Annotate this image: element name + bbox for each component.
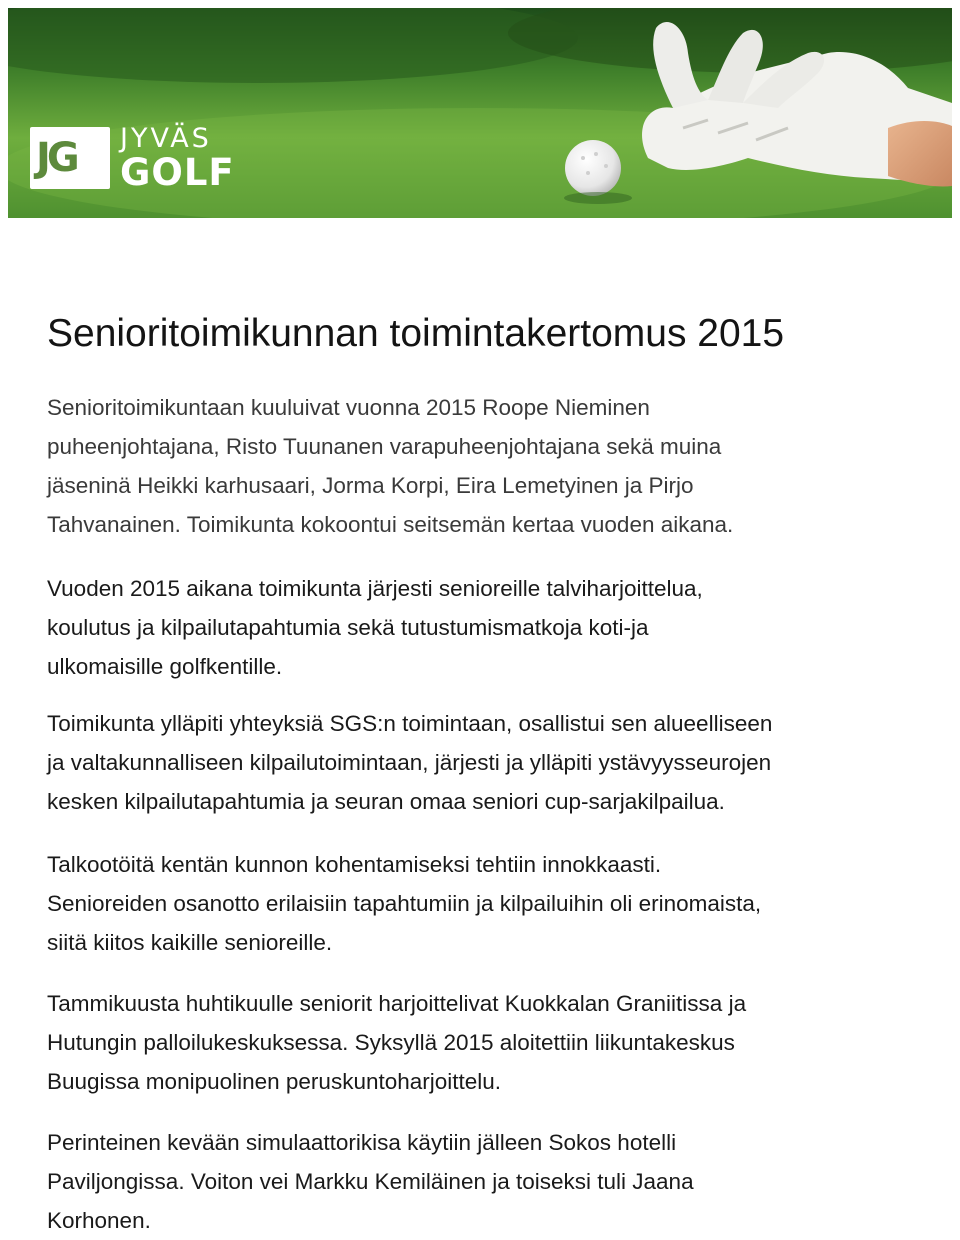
header-banner — [8, 8, 952, 218]
logo-line-1: JYVÄS — [120, 123, 212, 154]
paragraph-line: Talkootöitä kentän kunnon kohentamiseksi tehtiin innokkaasti. — [47, 852, 662, 877]
paragraph-line: Paviljongissa. Voiton vei Markku Kemiläinen ja toiseksi tuli Jaana — [47, 1169, 694, 1194]
paragraph-training — [47, 984, 746, 1101]
paragraph-line: Tahvanainen. Toimikunta kokoontui seitsemän kertaa vuoden aikana. — [47, 512, 734, 537]
paragraph-line: koulutus ja kilpailutapahtumia sekä tutustumismatkoja koti-ja — [47, 615, 649, 640]
paragraph-line: Senioreiden osanotto erilaisiin tapahtumiin ja kilpailuihin oli erinomaista, — [47, 891, 762, 916]
paragraph-line: ulkomaisille golfkentille. — [47, 654, 283, 679]
logo-mark — [30, 127, 110, 189]
paragraph-line: Korhonen. — [47, 1208, 151, 1233]
paragraph-line: Vuoden 2015 aikana toimikunta järjesti senioreille talviharjoittelua, — [47, 576, 703, 601]
paragraph-line: Hutungin palloilukeskuksessa. Syksyllä 2015 aloitettiin liikuntakeskus — [47, 1030, 735, 1055]
paragraph-line: siitä kiitos kaikille senioreille. — [47, 930, 333, 955]
paragraph-activities — [47, 569, 703, 686]
paragraph-line: puheenjohtajana, Risto Tuunanen varapuheenjohtajana sekä muina — [47, 434, 722, 459]
jyvasgolf-logo — [30, 124, 235, 192]
document-title: Senioritoimikunnan toimintakertomus 2015 — [47, 312, 785, 355]
paragraph-line: Toimikunta ylläpiti yhteyksiä SGS:n toimintaan, osallistui sen alueelliseen — [47, 711, 773, 736]
paragraph-relations — [47, 704, 772, 821]
paragraph-line: Senioritoimikuntaan kuuluivat vuonna 2015 Roope Nieminen — [47, 395, 650, 420]
logo-mark-text: JG — [36, 135, 76, 181]
paragraph-volunteer-work — [47, 845, 761, 962]
paragraph-line: ja valtakunnalliseen kilpailutoimintaan, järjesti ja ylläpiti ystävyysseurojen — [47, 750, 772, 775]
paragraph-line: Buugissa monipuolinen peruskuntoharjoittelu. — [47, 1069, 502, 1094]
paragraph-line: Perinteinen kevään simulaattorikisa käytiin jälleen Sokos hotelli — [47, 1130, 677, 1155]
logo-line-2: GOLF — [120, 151, 235, 194]
paragraph-line: jäseninä Heikki karhusaari, Jorma Korpi, Eira Lemetyinen ja Pirjo — [47, 473, 694, 498]
paragraph-line: Tammikuusta huhtikuulle seniorit harjoittelivat Kuokkalan Graniitissa ja — [47, 991, 747, 1016]
logo-wordmark — [120, 124, 235, 192]
paragraph-line: kesken kilpailutapahtumia ja seuran omaa seniori cup-sarjakilpailua. — [47, 789, 725, 814]
paragraph-simulator-contest — [47, 1123, 694, 1240]
paragraph-committee-members — [47, 388, 733, 544]
